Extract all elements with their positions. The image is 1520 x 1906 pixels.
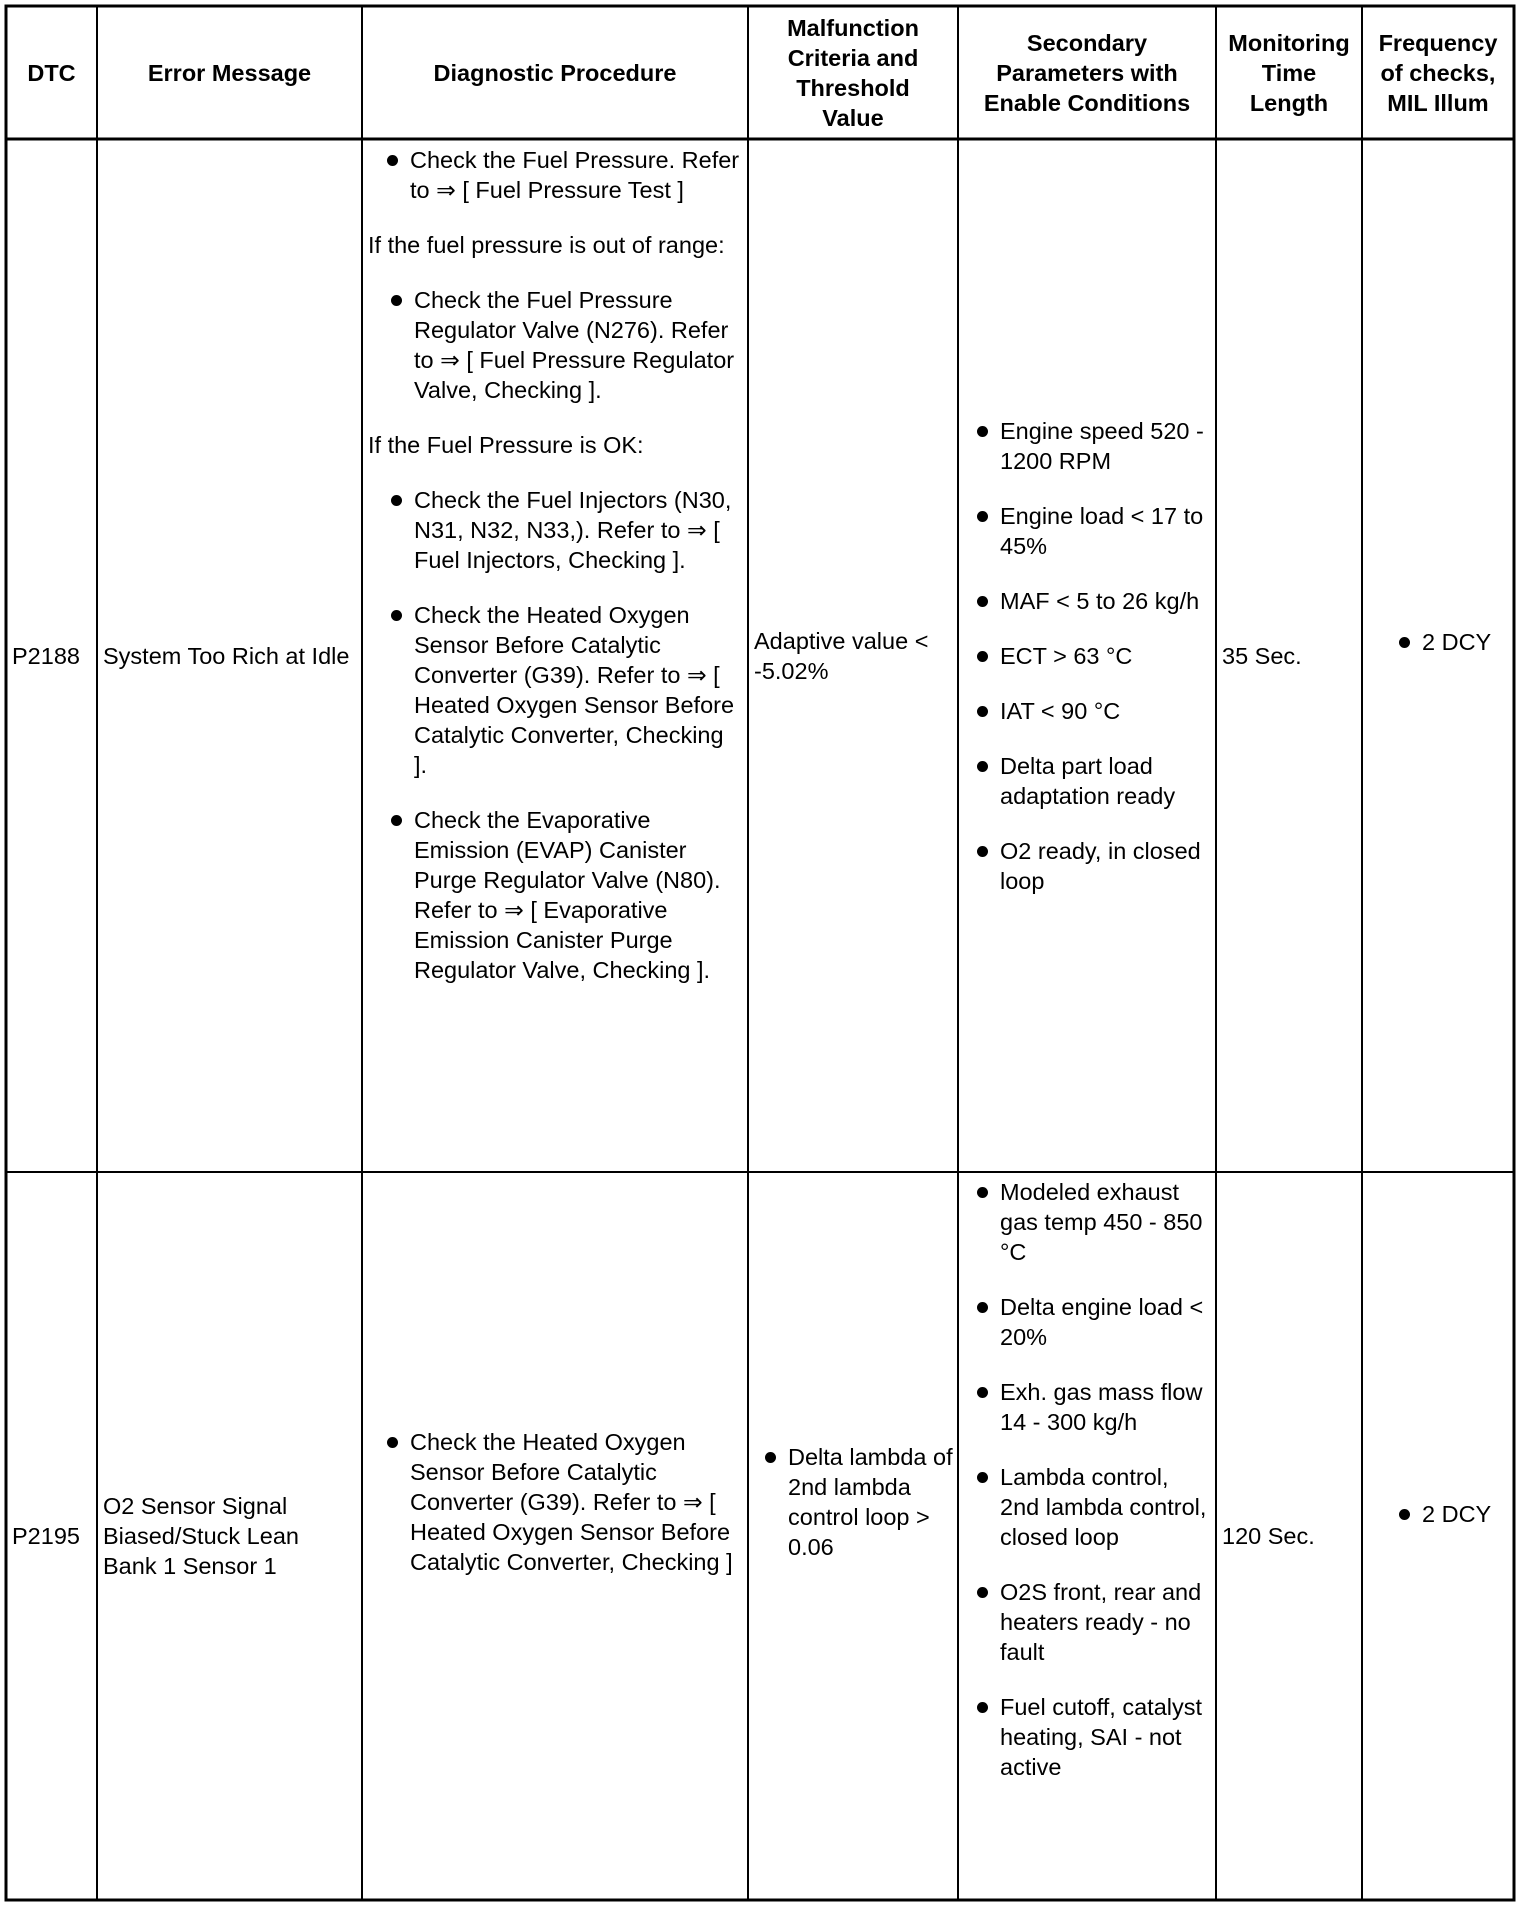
table-row-malfunction [748, 139, 958, 1172]
procedure-step: Check the Evaporative Emission (EVAP) Canister Purge Regulator Valve (N80). Refer to ⇒ [ Evaporative Emission Canister Purge Regulator Valve, Checking ]. [374, 805, 742, 985]
secondary-condition: Exh. gas mass flow 14 - 300 kg/h [960, 1377, 1212, 1437]
table-row-malfunction [748, 1172, 958, 1832]
secondary-condition: Delta part load adaptation ready [960, 751, 1212, 811]
frequency-value: 2 DCY [1382, 627, 1491, 657]
frequency-list [1382, 627, 1491, 657]
error-message-text: O2 Sensor Signal Biased/Stuck Lean Bank 1 Sensor 1 [103, 1493, 299, 1579]
dtc-code: P2188 [12, 642, 80, 669]
malfunction-list [748, 1442, 954, 1562]
header-frequency: Frequency of checks, MIL Illum [1378, 29, 1498, 116]
secondary-condition: Delta engine load < 20% [960, 1292, 1212, 1352]
table-row-monitoring [1216, 139, 1362, 1172]
secondary-list [960, 1177, 1212, 1782]
table-row-secondary [958, 139, 1216, 1172]
table-row-error-message [97, 139, 362, 1172]
table-row-dtc [6, 1172, 97, 1900]
procedure-step: Check the Heated Oxygen Sensor Before Catalytic Converter (G39). Refer to ⇒ [ Heated Oxygen Sensor Before Catalytic Converter, Checking ]. [374, 600, 742, 780]
secondary-condition: Engine load < 17 to 45% [960, 501, 1212, 561]
procedure-condition: If the Fuel Pressure is OK: [368, 432, 644, 458]
secondary-condition: O2S front, rear and heaters ready - no fault [960, 1577, 1212, 1667]
header-dtc: DTC [27, 59, 76, 86]
procedure-list [368, 485, 742, 985]
table-row-procedure [362, 145, 748, 985]
secondary-condition: O2 ready, in closed loop [960, 836, 1212, 896]
procedure-step: Check the Heated Oxygen Sensor Before Catalytic Converter (G39). Refer to ⇒ [ Heated Oxygen Sensor Before Catalytic Converter, Checking ] [370, 1427, 742, 1577]
secondary-condition: ECT > 63 °C [960, 641, 1212, 671]
malfunction-condition: Delta lambda of 2nd lambda control loop > 0.06 [748, 1442, 954, 1562]
monitoring-time-text: 120 Sec. [1222, 1523, 1315, 1549]
procedure-step: Check the Fuel Pressure. Refer to ⇒ [ Fuel Pressure Test ] [370, 145, 742, 205]
procedure-list [368, 285, 742, 405]
procedure-list [368, 145, 742, 205]
header-diagnostic-procedure: Diagnostic Procedure [433, 59, 677, 86]
frequency-list [1382, 1499, 1491, 1529]
table-row-error-message [97, 1172, 362, 1900]
procedure-list [368, 1427, 742, 1577]
table-row-frequency [1362, 139, 1514, 1145]
header-malfunction-criteria: Malfunction Criteria and Threshold Value [787, 14, 919, 131]
procedure-condition: If the fuel pressure is out of range: [368, 232, 725, 258]
table-row-dtc [6, 139, 97, 1172]
table-row-frequency [1362, 1172, 1514, 1856]
malfunction-text: Adaptive value < -5.02% [754, 627, 929, 684]
secondary-condition: Modeled exhaust gas temp 450 - 850 °C [960, 1177, 1212, 1267]
header-error-message: Error Message [147, 59, 312, 86]
procedure-step: Check the Fuel Pressure Regulator Valve (N276). Refer to ⇒ [ Fuel Pressure Regulator Valve, Checking ]. [374, 285, 742, 405]
secondary-condition: Lambda control, 2nd lambda control, closed loop [960, 1462, 1212, 1552]
monitoring-time-text: 35 Sec. [1222, 642, 1302, 669]
secondary-condition: MAF < 5 to 26 kg/h [960, 586, 1212, 616]
dtc-code: P2195 [12, 1523, 80, 1549]
secondary-list [960, 416, 1212, 896]
secondary-condition: IAT < 90 °C [960, 696, 1212, 726]
frequency-value: 2 DCY [1382, 1499, 1491, 1529]
secondary-condition: Engine speed 520 - 1200 RPM [960, 416, 1212, 476]
secondary-condition: Fuel cutoff, catalyst heating, SAI - not active [960, 1692, 1212, 1782]
table-row-procedure [362, 1172, 748, 1832]
procedure-step: Check the Fuel Injectors (N30, N31, N32, N33,). Refer to ⇒ [ Fuel Injectors, Checking ]. [374, 485, 742, 575]
header-secondary-parameters: Secondary Parameters with Enable Conditions [983, 29, 1191, 116]
header-monitoring-time: Monitoring Time Length [1228, 29, 1350, 116]
table-row-monitoring [1216, 1172, 1362, 1900]
error-message-text: System Too Rich at Idle [103, 642, 350, 669]
table-row-secondary [958, 1177, 1216, 1782]
